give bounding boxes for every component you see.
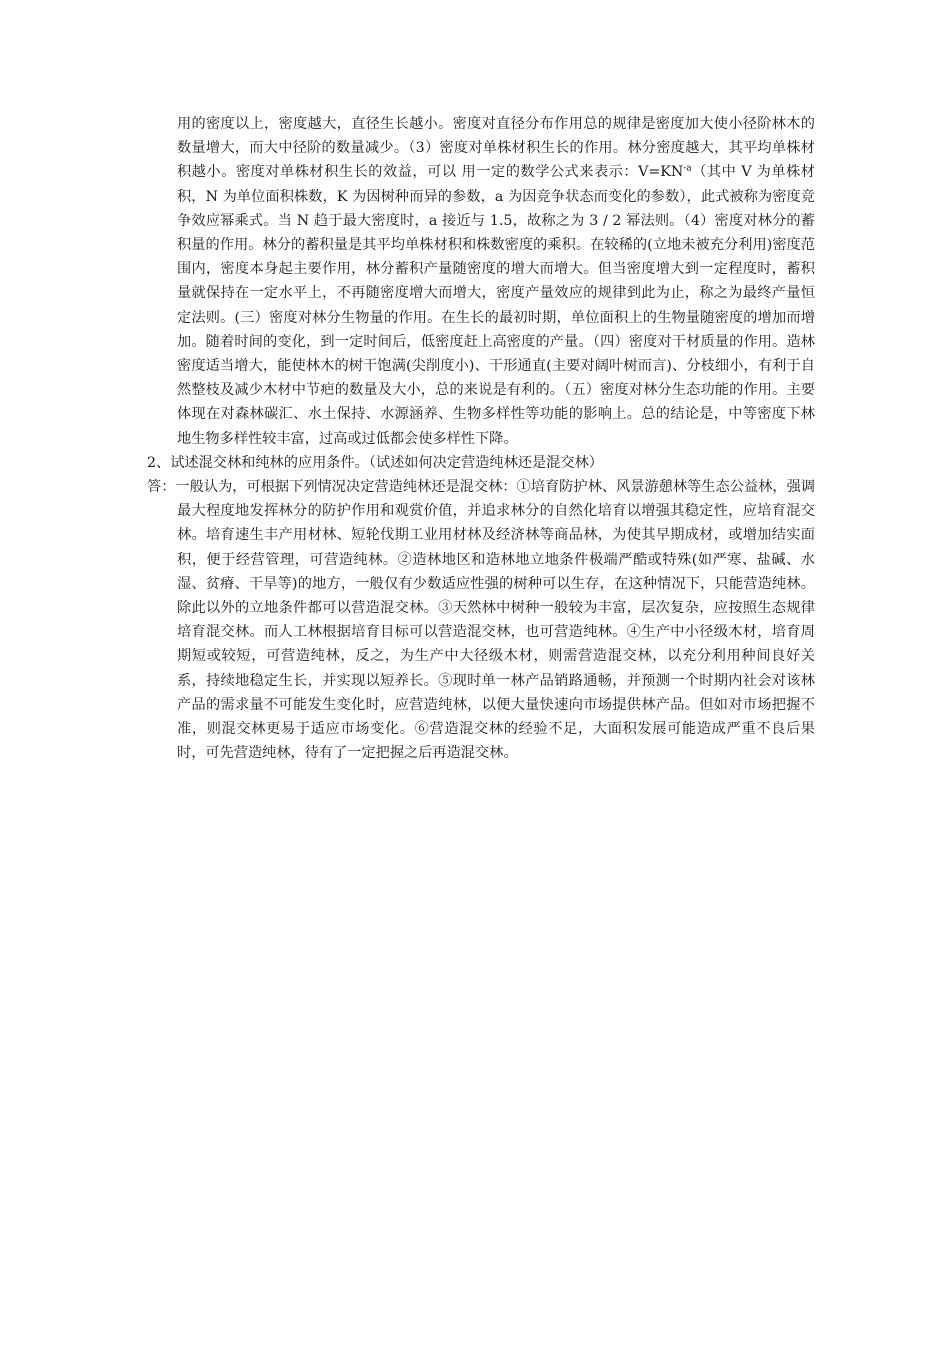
- paragraph-text-after-formula: （其中 V 为单株材积，N 为单位面积株数，K 为因树种而异的参数，a 为因竞争状态而变化的参数），此式被称为密度竞争效应幂乘式。当 N 趋于最大密度时，a 接近与 1.5，故称之为 3 / 2 幂法则。（4）密度对林分的蓄积量的作用。林分的蓄积量是其平均单株材积和株数密度的乘积。在较稀的(立地未被充分利用)密度范围内，密度本身起主要作用，林分蓄积产量随密度的增大而增大。但当密度增大到一定程度时，蓄积量就保持在一定水平上，不再随密度增大而增大，密度产量效应的规律到此为止，称之为最终产量恒定法则。(三）密度对林分生物量的作用。在生长的最初时期，单位面积上的生物量随密度的增加而增加。随着时间的变化，到一定时间后，低密度赶上高密度的产量。（四）密度对干材质量的作用。造林密度适当增大，能使林木的树干饱满(尖削度小)、干形通直(主要对阔叶树而言)、分枝细小，有利于自然整枝及减少木材中节疤的数量及大小，总的来说是有利的。（五）密度对林分生态功能的作用。主要体现在对森林碳汇、水土保持、水源涵养、生物多样性等功能的影响上。总的结论是，中等密度下林地生物多样性较丰富，过高或过低都会使多样性下降。: [177, 164, 815, 447]
- formula-exponent: -a: [683, 163, 692, 174]
- answer-2: 答：一般认为，可根据下列情况决定营造纯林还是混交林：①培育防护林、风景游憩林等生态公益林，强调最大程度地发挥林分的防护作用和观赏价值，并追求林分的自然化培育以增强其稳定性，应培育混交林。培育速生丰产用材林、短轮伐期工业用材林及经济林等商品林，为使其早期成材，或增加结实面积，便于经营管理，可营造纯林。②造林地区和造林地立地条件极端严酷或特殊(如严寒、盐碱、水湿、贫瘠、干旱等)的地方，一般仅有少数适应性强的树种可以生存，在这种情况下，只能营造纯林。除此以外的立地条件都可以营造混交林。③天然林中树种一般较为丰富，层次复杂，应按照生态规律培育混交林。而人工林根据培育目标可以营造混交林，也可营造纯林。④生产中小径级木材，培育周期短或较短，可营造纯林，反之，为生产中大径级木材，则需营造混交林，以充分利用种间良好关系，持续地稳定生长，并实现以短养长。⑤现时单一林产品销路通畅，并预测一个时期内社会对该林产品的需求量不可能发生变化时，应营造纯林，以便大量快速向市场提供林产品。但如对市场把握不准，则混交林更易于适应市场变化。⑥营造混交林的经验不足，大面积发展可能造成严重不良后果时，可先营造纯林，待有了一定把握之后再造混交林。: [147, 479, 815, 762]
- paragraph-density-effects: [147, 112, 815, 451]
- question-2: 2、试述混交林和纯林的应用条件。（试述如何决定营造纯林还是混交林）: [147, 454, 603, 471]
- paragraph-text-before-formula: 用的密度以上，密度越大，直径生长越小。密度对直径分布作用总的规律是密度加大使小径阶林木的数量增大，而大中径阶的数量减少。（3）密度对单株材积生长的作用。林分密度越大，其平均单株材积越小。密度对单株材积生长的效益，可以 用一定的数学公式来表示：V=KN: [177, 116, 815, 181]
- document-body: [147, 112, 815, 765]
